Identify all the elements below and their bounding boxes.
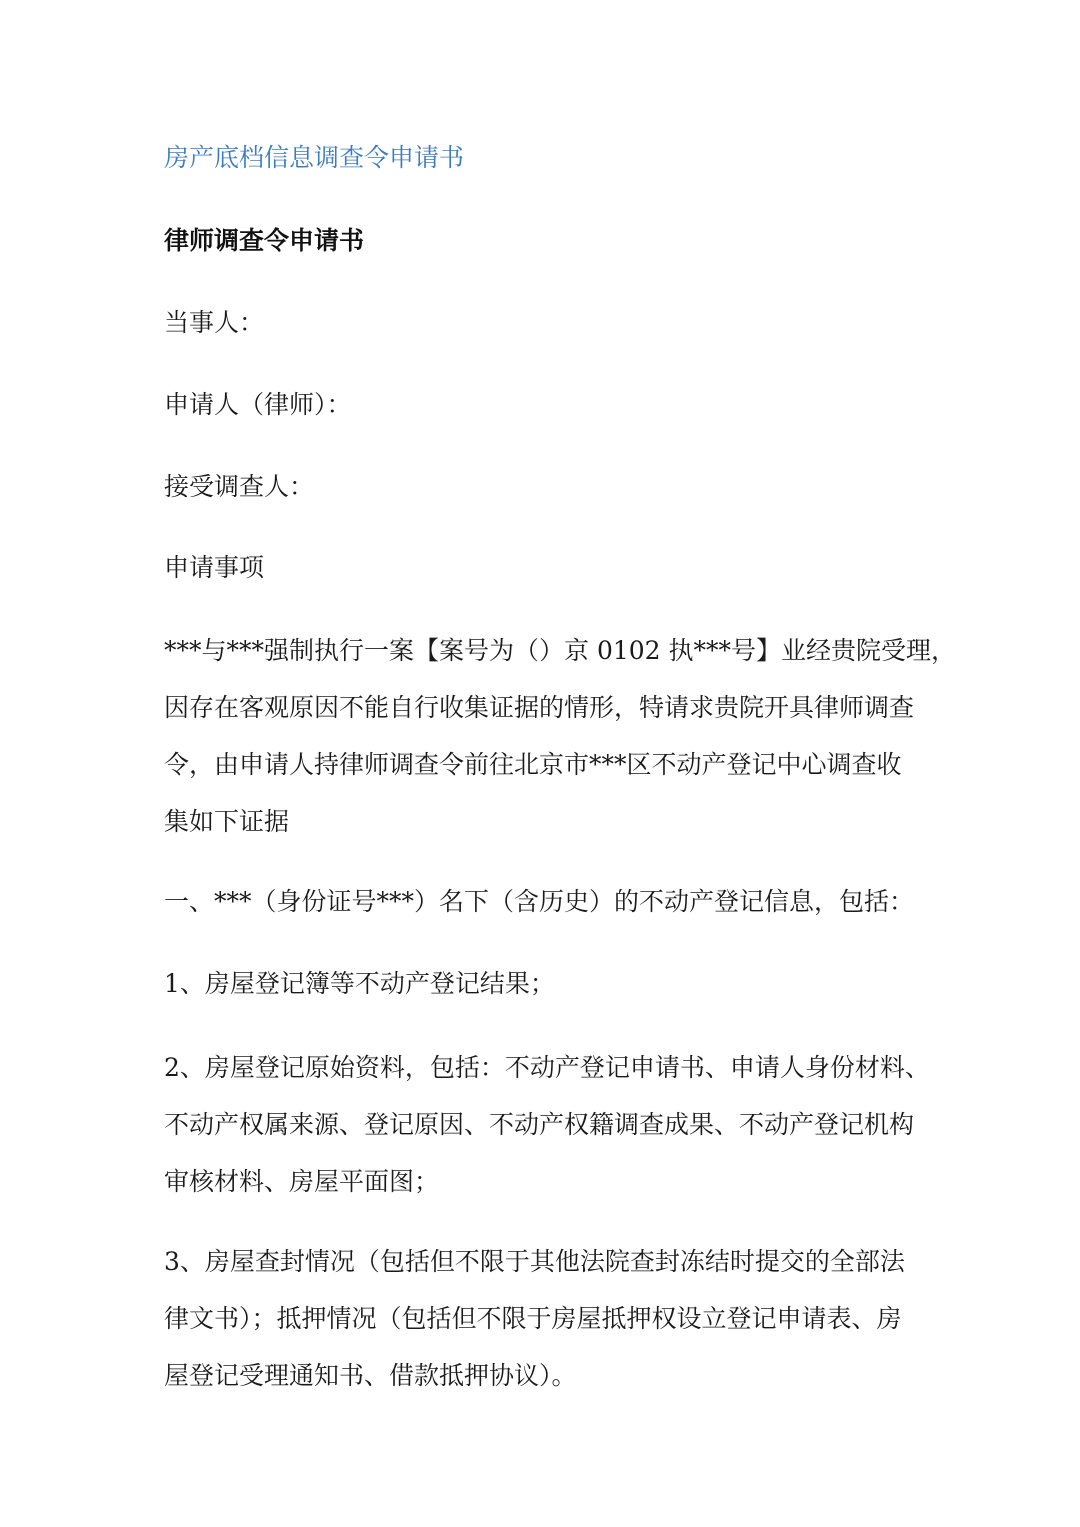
intro-line: 集如下证据 [164, 807, 290, 836]
item-3-line: 律文书）；抵押情况（包括但不限于房屋抵押权设立登记申请表、房 [164, 1304, 902, 1333]
intro-line: 令，由申请人持律师调查令前往北京市***区不动产登记中心调查收 [164, 750, 902, 779]
item-2-line: 不动产权属来源、登记原因、不动产权籍调查成果、不动产登记机构 [164, 1110, 915, 1139]
title-link[interactable]: 房产底档信息调查令申请书 [164, 143, 465, 172]
item-one: 一、***（身份证号***）名下（含历史）的不动产登记信息，包括： [164, 887, 915, 916]
matters-heading: 申请事项 [164, 553, 265, 582]
item-1: 1、房屋登记簿等不动产登记结果； [164, 969, 555, 998]
item-2-paragraph [164, 1039, 934, 1210]
respondent-label: 接受调查人： [164, 472, 315, 501]
document-title: 律师调查令申请书 [164, 226, 365, 255]
item-2-line: 审核材料、房屋平面图； [164, 1167, 440, 1196]
item-2-line: 2、房屋登记原始资料，包括：不动产登记申请书、申请人身份材料、 [164, 1053, 930, 1082]
item-3-paragraph [164, 1233, 934, 1404]
intro-paragraph [164, 622, 957, 850]
item-3-line: 3、房屋查封情况（包括但不限于其他法院查封冻结时提交的全部法 [164, 1247, 905, 1276]
intro-line: ***与***强制执行一案【案号为（）京 0102 执***号】业经贵院受理， [164, 636, 957, 665]
item-3-line: 屋登记受理通知书、借款抵押协议）。 [164, 1361, 577, 1390]
applicant-label: 申请人（律师）： [164, 390, 352, 419]
party-label: 当事人： [164, 308, 265, 337]
intro-line: 因存在客观原因不能自行收集证据的情形，特请求贵院开具律师调查 [164, 693, 915, 722]
